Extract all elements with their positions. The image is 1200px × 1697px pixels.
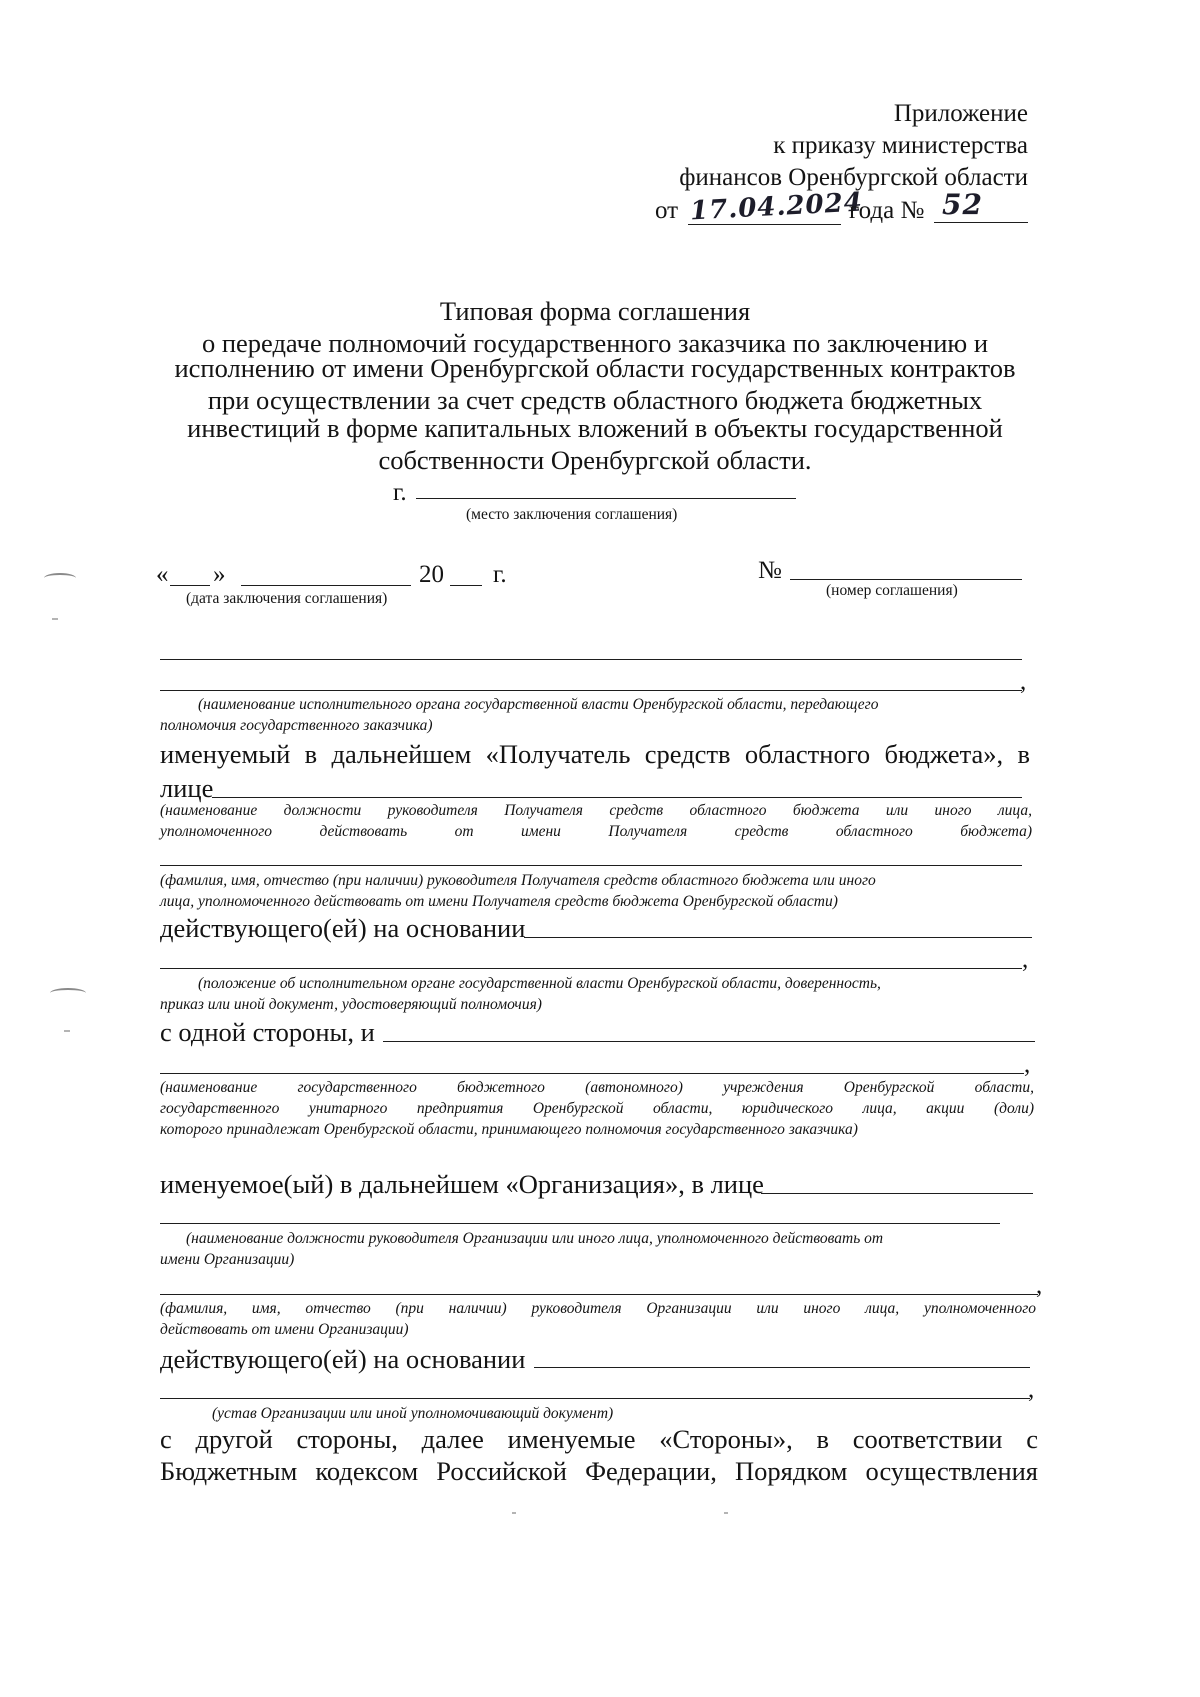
caption-inst-line-3: которого принадлежат Оренбургской области, принимающего полномочия государственного заказчика)	[160, 1121, 858, 1138]
comma: ,	[1024, 1051, 1031, 1078]
caption-org-fio-line-1: (фамилия, имя, отчество (при наличии) руководителя Организации или иного лица, уполномоченного	[160, 1300, 1036, 1317]
recipient-lico-underline	[212, 797, 1022, 798]
date-open-quote: «	[156, 561, 169, 588]
header-line-2: к приказу министерства	[773, 132, 1028, 159]
caption-org-fio-line-2: действовать от имени Организации)	[160, 1321, 409, 1338]
acting-line-2: действующего(ей) на основании	[160, 1344, 526, 1374]
header-date-handwritten: 17.04.2024	[689, 187, 864, 227]
caption-inst-line-2: государственного унитарного предприятия Оренбургской области, юридического лица, акции (доли)	[160, 1100, 1034, 1117]
scan-mark	[44, 573, 76, 583]
blank-line	[160, 1294, 1038, 1295]
number-underline	[790, 579, 1022, 580]
acting-line-1: действующего(ей) на основании	[160, 913, 526, 943]
scan-speck	[52, 618, 58, 620]
blank-line	[160, 1223, 1000, 1224]
number-caption: (номер соглашения)	[826, 582, 958, 599]
title-line-4: при осуществлении за счет средств областного бюджета бюджетных	[207, 385, 983, 415]
date-day-underline	[170, 585, 210, 586]
date-caption: (дата заключения соглашения)	[186, 590, 388, 607]
blank-line	[160, 659, 1022, 660]
org-line: именуемое(ый) в дальнейшем «Организация», в лице	[160, 1169, 764, 1199]
blank-line	[160, 1073, 1024, 1074]
one-side-line: с одной стороны, и	[160, 1017, 375, 1047]
place-prefix: г.	[393, 479, 407, 506]
blank-line	[160, 865, 1022, 866]
scan-speck	[724, 1512, 728, 1514]
comma: ,	[1022, 946, 1029, 973]
org-lico-underline	[761, 1193, 1033, 1194]
caption-fio-line-2: лица, уполномоченного действовать от имени Получателя средств бюджета Оренбургской области)	[160, 893, 838, 910]
scan-mark	[50, 988, 86, 998]
date-close-quote: »	[213, 561, 226, 588]
number-sign: №	[758, 557, 782, 584]
title-line-5: инвестиций в форме капитальных вложений в объекты государственной	[187, 413, 1003, 443]
caption-org-line-2: полномочия государственного заказчика)	[160, 717, 433, 734]
scan-speck	[512, 1512, 516, 1514]
title-line-3: исполнению от имени Оренбургской области государственных контрактов	[174, 353, 1016, 383]
comma: ,	[1028, 1376, 1035, 1403]
final-line-1: с другой стороны, далее именуемые «Стороны», в соответствии с	[160, 1424, 1038, 1454]
one-side-underline	[383, 1041, 1035, 1042]
blank-line	[160, 690, 1022, 691]
header-number-handwritten: 52	[942, 188, 983, 221]
date-year-underline	[450, 585, 482, 586]
comma: ,	[1020, 668, 1027, 695]
caption-charter: (устав Организации или иной уполномочивающий документ)	[212, 1405, 614, 1422]
caption-position-line-1: (наименование должности руководителя Получателя средств областного бюджета или иного лица,	[160, 802, 1032, 819]
acting-2-underline	[534, 1367, 1030, 1368]
caption-basis-line-2: приказ или иной документ, удостоверяющий полномочия)	[160, 996, 542, 1013]
header-number-underline	[934, 222, 1028, 223]
header-year-number-label: года №	[849, 197, 925, 224]
blank-line	[160, 1398, 1030, 1399]
date-month-underline	[241, 585, 411, 586]
place-caption: (место заключения соглашения)	[466, 506, 678, 523]
header-line-3: финансов Оренбургской области	[679, 164, 1028, 191]
date-century: 20	[419, 561, 444, 588]
header-line-1: Приложение	[893, 100, 1028, 127]
comma: ,	[1036, 1272, 1043, 1299]
recipient-lico: лице	[160, 773, 214, 803]
date-year-suffix: г.	[493, 561, 507, 588]
caption-basis-line-1: (положение об исполнительном органе государственной власти Оренбургской области, доверенность,	[198, 975, 881, 992]
final-line-2: Бюджетным кодексом Российской Федерации, Порядком осуществления	[160, 1456, 1038, 1486]
caption-fio-line-1: (фамилия, имя, отчество (при наличии) руководителя Получателя средств областного бюджета или иного	[160, 872, 876, 889]
title-line-1: Типовая форма соглашения	[439, 296, 751, 326]
caption-position-line-2: уполномоченного действовать от имени Получателя средств областного бюджета)	[160, 823, 1032, 840]
acting-1-underline	[524, 937, 1032, 938]
header-from-label: от	[655, 197, 679, 224]
title-line-2: о передаче полномочий государственного заказчика по заключению и	[201, 328, 989, 358]
recipient-line: именуемый в дальнейшем «Получатель средств областного бюджета», в	[160, 739, 1030, 769]
scan-speck	[64, 1030, 70, 1032]
caption-inst-line-1: (наименование государственного бюджетного (автономного) учреждения Оренбургской области,	[160, 1079, 1034, 1096]
caption-org-pos-line-1: (наименование должности руководителя Организации или иного лица, уполномоченного действовать от	[186, 1230, 884, 1247]
blank-line	[160, 968, 1022, 969]
title-line-6: собственности Оренбургской области.	[378, 445, 812, 475]
place-underline	[416, 498, 796, 499]
caption-org-pos-line-2: имени Организации)	[160, 1251, 295, 1268]
caption-org-line-1: (наименование исполнительного органа государственной власти Оренбургской области, передающего	[198, 696, 879, 713]
